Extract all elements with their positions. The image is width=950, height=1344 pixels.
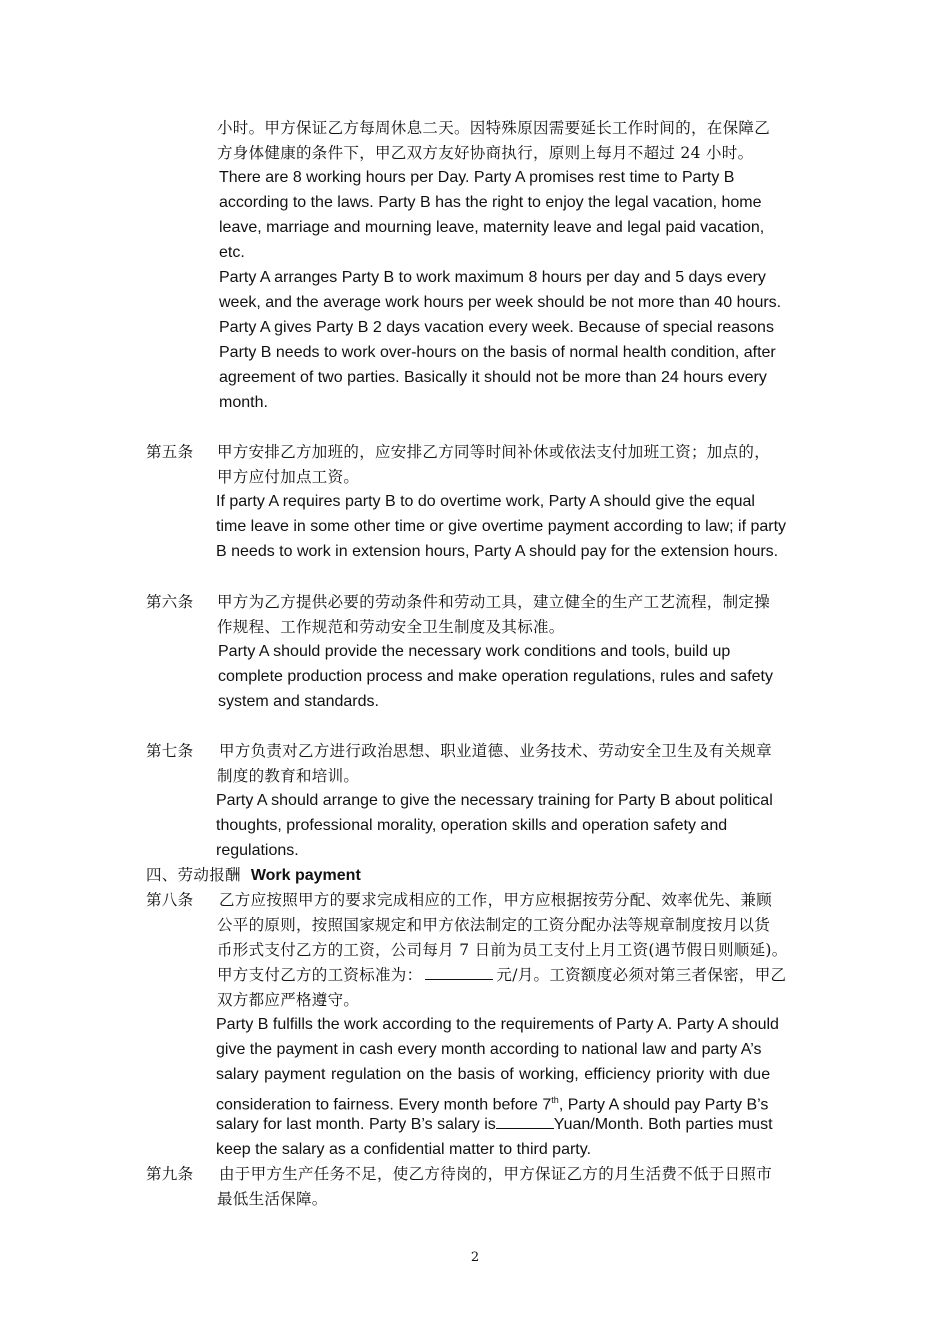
cn-line: 甲方应付加点工资。 <box>217 468 360 486</box>
en-line: If party A requires party B to do overtime work, Party A should give the equal <box>216 493 755 510</box>
en-line: time leave in some other time or give overtime payment according to law; if party <box>216 518 787 535</box>
cn-line: 制度的教育和培训。 <box>217 767 360 785</box>
article-label: 第八条 <box>146 891 194 909</box>
cn-line: 作规程、工作规范和劳动安全卫生制度及其标准。 <box>217 618 565 636</box>
en-line: There are 8 working hours per Day. Party A promises rest time to Party B <box>219 169 735 186</box>
en-line: leave, marriage and mourning leave, maternity leave and legal paid vacation, <box>219 219 765 236</box>
en-line: give the payment in cash every month according to national law and party A’s <box>216 1041 762 1058</box>
en-line: keep the salary as a confidential matter to third party. <box>216 1141 592 1158</box>
en-line: thoughts, professional morality, operation skills and operation safety and <box>216 817 728 834</box>
article-label: 第六条 <box>146 593 194 611</box>
cn-line: 由于甲方生产任务不足，使乙方待岗的，甲方保证乙方的月生活费不低于日照市 <box>219 1165 773 1183</box>
en-line: Party A should arrange to give the necessary training for Party B about political <box>216 792 773 809</box>
en-line: etc. <box>219 244 245 261</box>
salary-blank-en <box>496 1114 554 1129</box>
article-label: 第五条 <box>146 443 194 461</box>
en-line: regulations. <box>216 842 299 859</box>
en-text: , Party A should pay Party B’s <box>558 1096 769 1114</box>
en-line: according to the laws. Party B has the right to enjoy the legal vacation, home <box>219 194 762 211</box>
cn-salary-text: 甲方支付乙方的工资标准为： <box>217 966 423 984</box>
en-line: Party A arranges Party B to work maximum 8 hours per day and 5 days every <box>219 269 766 286</box>
en-line: system and standards. <box>218 693 379 710</box>
en-line: B needs to work in extension hours, Party A should pay for the extension hours. <box>216 543 779 560</box>
cn-line: 甲方安排乙方加班的，应安排乙方同等时间补休或依法支付加班工资；加点的， <box>217 443 771 461</box>
cn-line: 甲方为乙方提供必要的劳动条件和劳动工具，建立健全的生产工艺流程，制定操 <box>217 593 771 611</box>
en-text: consideration to fairness. Every month before 7 <box>216 1096 552 1114</box>
en-line: week, and the average work hours per week should be not more than 40 hours. <box>219 294 782 311</box>
cn-salary-text: 元/月。工资额度必须对第三者保密，甲乙 <box>496 966 787 984</box>
ordinal-suffix: th <box>551 1095 559 1105</box>
en-line: complete production process and make operation regulations, rules and safety <box>218 668 773 685</box>
en-text: Yuan/Month. Both parties must <box>553 1116 773 1133</box>
article-label: 第九条 <box>146 1165 194 1183</box>
salary-blank-cn <box>425 965 493 980</box>
article-label: 第七条 <box>146 742 194 760</box>
en-line: Party B fulfills the work according to the requirements of Party A. Party A should <box>216 1016 779 1033</box>
cn-line: 乙方应按照甲方的要求完成相应的工作，甲方应根据按劳分配、效率优先、兼顾 <box>219 891 773 909</box>
cn-line: 双方都应严格遵守。 <box>217 991 360 1009</box>
en-text: salary for last month. Party B’s salary is <box>216 1116 496 1133</box>
page-number: 2 <box>470 1250 480 1265</box>
cn-line: 币形式支付乙方的工资，公司每月 7 日前为员工支付上月工资(遇节假日则顺延)。 <box>217 941 788 959</box>
en-line: salary payment regulation on the basis of working, efficiency priority with due <box>216 1066 771 1083</box>
section-heading-cn: 四、劳动报酬 <box>146 866 241 884</box>
cn-salary-line <box>217 963 786 987</box>
cn-line: 小时。甲方保证乙方每周休息二天。因特殊原因需要延长工作时间的，在保障乙 <box>217 119 771 137</box>
cn-line: 方身体健康的条件下，甲乙双方友好协商执行，原则上每月不超过 24 小时。 <box>217 144 754 162</box>
en-line: Party A gives Party B 2 days vacation every week. Because of special reasons <box>219 319 774 336</box>
cn-line: 甲方负责对乙方进行政治思想、职业道德、业务技术、劳动安全卫生及有关规章 <box>219 742 773 760</box>
en-line: month. <box>219 394 268 411</box>
cn-line: 最低生活保障。 <box>217 1190 328 1208</box>
en-line: agreement of two parties. Basically it should not be more than 24 hours every <box>219 369 767 386</box>
en-line: Party A should provide the necessary work conditions and tools, build up <box>218 643 731 660</box>
section-heading-en: Work payment <box>250 867 361 884</box>
en-line: Party B needs to work over-hours on the basis of normal health condition, after <box>219 344 776 361</box>
cn-line: 公平的原则，按照国家规定和甲方依法制定的工资分配办法等规章制度按月以货 <box>217 916 771 934</box>
en-salary-line <box>216 1113 773 1137</box>
section-heading <box>146 863 361 888</box>
